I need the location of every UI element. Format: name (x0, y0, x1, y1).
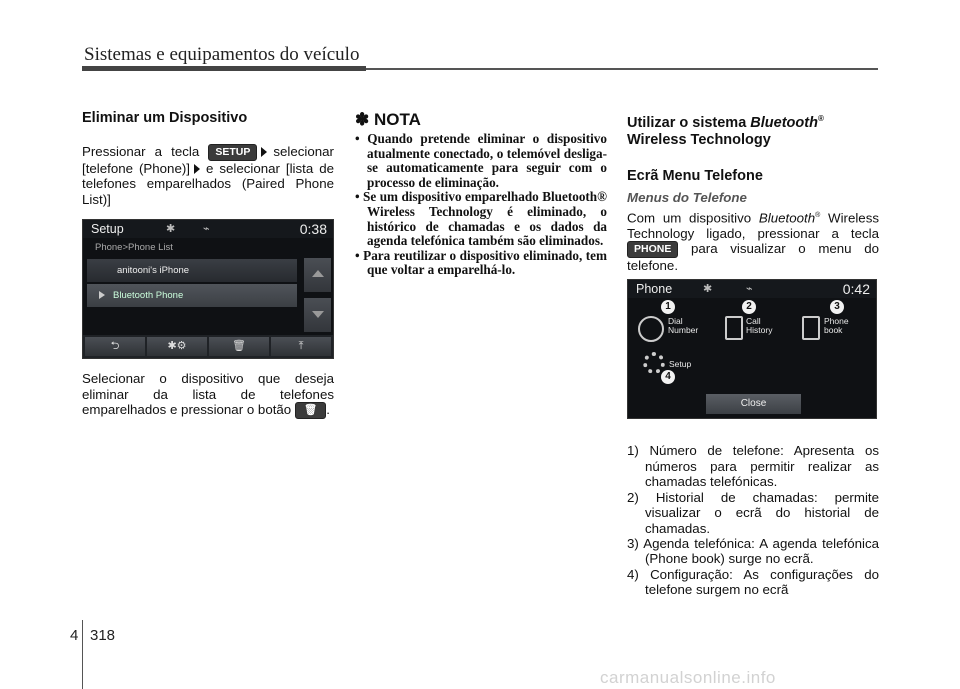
bluetooth-icon: ✱ (703, 283, 713, 296)
note-item-2: • Se um dispositivo emparelhado Bluetooth® Wireless Technology é eliminado, o histórico de chamadas e os dados da agenda telefónica também são eliminados. (355, 189, 607, 249)
setup-key-badge: SETUP (208, 144, 257, 161)
play-icon (99, 291, 105, 299)
screen-title: Setup (91, 222, 124, 237)
page-header-title: Sistemas e equipamentos do veículo (84, 44, 360, 65)
feature-list (627, 443, 879, 597)
screen-bottom-bar (83, 335, 333, 358)
callout-2: 2 (742, 300, 756, 314)
delete-key-icon: 🗑 (295, 402, 326, 419)
bluetooth-settings-button[interactable]: ✱⚙ (147, 337, 207, 356)
instruction-paragraph-1: Pressionar a tecla SETUP selecionar [telefone (Phone)] e selecionar [lista de telefones emparelhados (Paired Phone List)] (82, 144, 334, 207)
page-number: 318 (90, 627, 116, 644)
instruction-paragraph-2: Selecionar o dispositivo que deseja eliminar da lista de telefones emparelhados e pressionar o botão 🗑 . (82, 371, 334, 418)
note-title: ✽ NOTA (355, 110, 421, 129)
column-left (82, 110, 334, 419)
delete-button[interactable]: 🗑 (209, 337, 269, 356)
section-heading-bluetooth: Utilizar o sistema Bluetooth® Wireless Technology (627, 114, 824, 148)
screen-title: Phone (636, 282, 673, 297)
screen-clock: 0:38 (299, 221, 327, 238)
arrow-down-icon (312, 311, 324, 318)
callout-4: 4 (661, 370, 675, 384)
scroll-up-button[interactable] (304, 258, 331, 292)
paired-phone-row-1[interactable]: anitooni's iPhone (87, 259, 297, 282)
callout-3: 3 (830, 300, 844, 314)
phone-book-icon[interactable] (802, 316, 820, 340)
subheading-phone-menus: Menus do Telefone (627, 189, 747, 205)
note-item-3: • Para reutilizar o dispositivo eliminado, tem que voltar a emparelhá-lo. (355, 247, 607, 278)
bluetooth-icon: ✱ (166, 223, 176, 236)
move-top-button[interactable]: ⤒ (271, 337, 331, 356)
phone-handset-icon[interactable] (638, 316, 664, 342)
usb-icon: ⌁ (746, 283, 753, 296)
paired-phone-row-2[interactable]: Bluetooth Phone (87, 284, 297, 307)
breadcrumb: Phone>Phone List (95, 242, 173, 254)
column-middle (355, 110, 607, 278)
back-button[interactable]: ⮌ (85, 337, 145, 356)
footer-divider (82, 620, 83, 689)
gear-icon[interactable] (643, 352, 665, 374)
dial-number-label[interactable]: Dial Number (668, 316, 699, 336)
close-button[interactable]: Close (706, 394, 801, 414)
setup-label[interactable]: Setup (669, 359, 692, 370)
callout-1: 1 (661, 300, 675, 314)
note-item-1: • Quando pretende eliminar o dispositivo atualmente conectado, o telemóvel desliga-se automaticamente para seguir com o processo de eliminação. (355, 131, 607, 190)
note-list (355, 132, 607, 278)
column-right (627, 110, 879, 598)
screen-clock: 0:42 (842, 281, 870, 298)
feature-item-4: 4) Configuração: As configurações do telefone surgem no ecrã (627, 566, 879, 598)
watermark: carmanualsonline.info (600, 668, 776, 687)
call-history-icon[interactable] (725, 316, 743, 340)
header-rule-thin (366, 68, 878, 70)
arrow-right-icon (194, 164, 200, 174)
phone-menu-screen (627, 279, 877, 419)
feature-item-3: 3) Agenda telefónica: A agenda telefónica (Phone book) surge no ecrã. (627, 535, 879, 567)
section-heading-delete-device: Eliminar um Dispositivo (82, 110, 248, 126)
phone-book-label[interactable]: Phone book (824, 316, 849, 336)
feature-item-2: 2) Historial de chamadas: permite visualizar o ecrã do historial de chamadas. (627, 489, 879, 536)
setup-phone-list-screen (82, 219, 334, 359)
scroll-down-button[interactable] (304, 298, 331, 332)
phone-key-badge: PHONE (627, 241, 678, 258)
arrow-right-icon (261, 147, 267, 157)
usb-icon: ⌁ (203, 223, 210, 236)
header-rule-thick (82, 66, 366, 71)
arrow-up-icon (312, 270, 324, 277)
chapter-number: 4 (70, 627, 79, 644)
feature-item-1: 1) Número de telefone: Apresenta os números para permitir realizar as chamadas telefónicas. (627, 443, 879, 490)
section-heading-phone-menu: Ecrã Menu Telefone (627, 167, 763, 184)
call-history-label[interactable]: Call History (746, 316, 773, 336)
phone-instruction-paragraph: Com um dispositivo Bluetooth® Wireless Technology ligado, pressionar a tecla PHONE para visualizar o menu do telefone. (627, 210, 879, 274)
